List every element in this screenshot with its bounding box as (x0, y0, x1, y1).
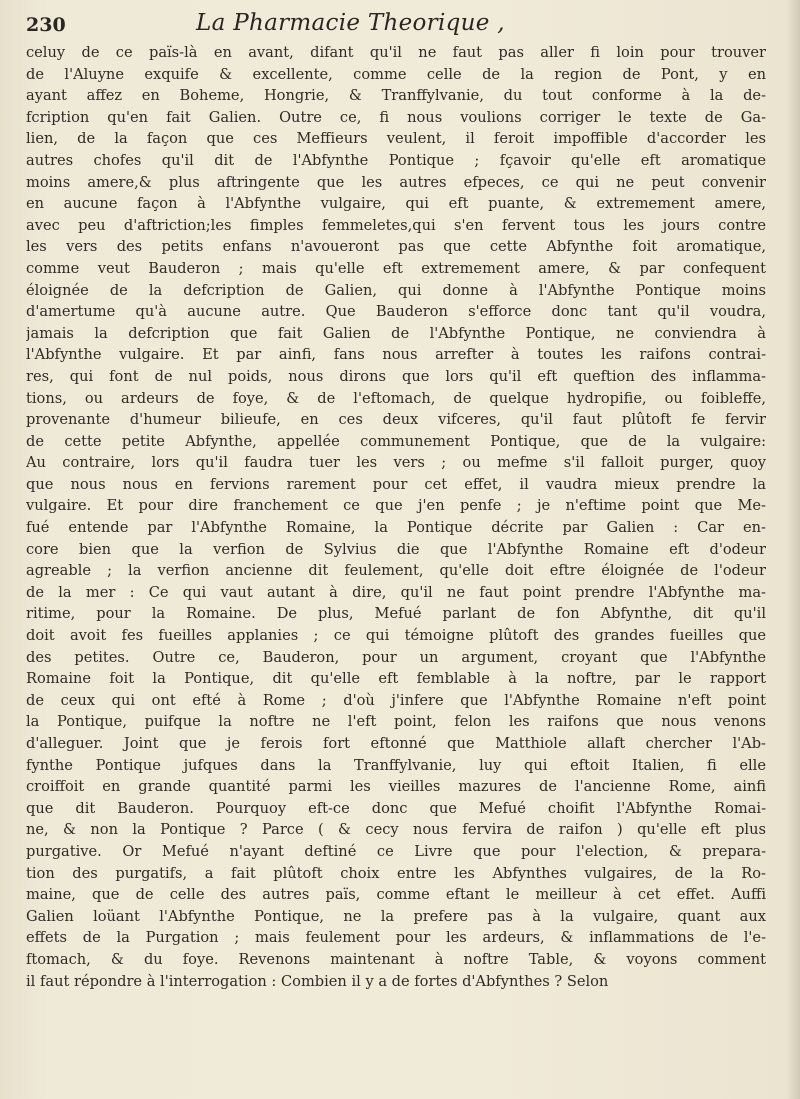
text-line: fynthe Pontique jufques dans la Tranffylvanie, luy qui eftoit Italien, fi elle (26, 756, 766, 774)
text-line: de cette petite Abfynthe, appellée communement Pontique, que de la vulgaire: (26, 432, 766, 450)
page-number: 230 (26, 14, 66, 36)
page-edge-shadow (786, 0, 800, 1099)
text-line: avec peu d'aftriction;les fimples femmeletes,qui s'en fervent tous les jours contre (26, 216, 766, 234)
text-line: vulgaire. Et pour dire franchement ce que j'en penfe ; je n'eftime point que Me- (26, 497, 766, 515)
text-line: jamais la defcription que fait Galien de l'Abfynthe Pontique, ne conviendra à (26, 324, 766, 342)
text-line: ritime, pour la Romaine. De plus, Mefué parlant de fon Abfynthe, dit qu'il (26, 605, 766, 623)
text-line: que nous nous en fervions rarement pour cet effet, il vaudra mieux prendre la (26, 475, 766, 493)
text-line: éloignée de la defcription de Galien, qui donne à l'Abfynthe Pontique moins (26, 281, 766, 299)
text-line: tions, ou ardeurs de foye, & de l'eftomach, de quelque hydropifie, ou foibleffe, (26, 389, 766, 407)
text-line: que dit Bauderon. Pourquoy eft-ce donc que Mefué choifit l'Abfynthe Romai- (26, 799, 766, 817)
text-line: purgative. Or Mefué n'ayant deftiné ce Livre que pour l'election, & prepara- (26, 842, 766, 860)
text-line: moins amere,& plus aftringente que les autres efpeces, ce qui ne peut convenir (26, 173, 766, 191)
text-line: il faut répondre à l'interrogation : Combien il y a de fortes d'Abfynthes ? Selon (26, 972, 609, 990)
text-line: agreable ; la verfion ancienne dit feulement, qu'elle doit eftre éloignée de l'odeur (26, 562, 766, 580)
text-line: Romaine foit la Pontique, dit qu'elle eft femblable à la noftre, par le rapport (26, 670, 766, 688)
text-line: effets de la Purgation ; mais feulement pour les ardeurs, & inflammations de l'e- (26, 929, 766, 947)
text-line: ayant affez en Boheme, Hongrie, & Tranffylvanie, du tout conforme à la de- (26, 87, 766, 105)
text-line: comme veut Bauderon ; mais qu'elle eft extremement amere, & par confequent (26, 259, 766, 277)
text-line: fcription qu'en fait Galien. Outre ce, fi nous voulions corriger le texte de Ga- (26, 108, 766, 126)
text-line: celuy de ce païs-là en avant, difant qu'il ne faut pas aller fi loin pour trouver (26, 44, 766, 61)
text-line: tion des purgatifs, a fait plûtoft choix entre les Abfynthes vulgaires, de la Ro- (26, 864, 766, 882)
running-title: La Pharmacie Theorique , (196, 10, 505, 36)
text-line: lien, de la façon que ces Meffieurs veulent, il feroit impoffible d'accorder les (26, 130, 766, 148)
text-line: maine, que de celle des autres païs, comme eftant le meilleur à cet effet. Auffi (26, 886, 766, 904)
text-line: fué entende par l'Abfynthe Romaine, la Pontique décrite par Galien : Car en- (26, 519, 766, 537)
text-line: provenante d'humeur bilieufe, en ces deux vifceres, qu'il faut plûtoft fe fervir (26, 411, 766, 429)
text-line: ftomach, & du foye. Revenons maintenant à noftre Table, & voyons comment (26, 950, 766, 968)
page-header (26, 8, 766, 38)
text-line: en aucune façon à l'Abfynthe vulgaire, qui eft puante, & extremement amere, (26, 195, 766, 213)
text-line: res, qui font de nul poids, nous dirons que lors qu'il eft queftion des inflamma- (26, 367, 766, 385)
text-line: de ceux qui ont efté à Rome ; d'où j'infere que l'Abfynthe Romaine n'eft point (26, 691, 766, 709)
text-line: Au contraire, lors qu'il faudra tuer les vers ; ou mefme s'il falloit purger, quoy (26, 454, 766, 472)
text-line: d'alleguer. Joint que je ferois fort eftonné que Matthiole allaft chercher l'Ab- (26, 735, 766, 752)
text-line: doit avoit fes fueilles applanies ; ce qui témoigne plûtoft des grandes fueilles que (26, 627, 766, 645)
text-line: autres chofes qu'il dit de l'Abfynthe Pontique ; fçavoir qu'elle eft aromatique (26, 151, 766, 169)
text-line: l'Abfynthe vulgaire. Et par ainfi, fans nous arrefter à toutes les raifons contrai- (26, 346, 766, 364)
text-line: des petites. Outre ce, Bauderon, pour un argument, croyant que l'Abfynthe (26, 648, 766, 666)
text-line: les vers des petits enfans n'avoueront pas que cette Abfynthe foit aromatique, (26, 238, 766, 256)
text-line: ne, & non la Pontique ? Parce ( & cecy nous fervira de raifon ) qu'elle eft plus (26, 821, 766, 839)
text-line: Galien loüant l'Abfynthe Pontique, ne la prefere pas à la vulgaire, quant aux (26, 907, 766, 925)
text-line: la Pontique, puifque la noftre ne l'eft point, felon les raifons que nous venons (26, 713, 766, 731)
body-text (26, 42, 766, 992)
text-line: core bien que la verfion de Sylvius die que l'Abfynthe Romaine eft d'odeur (26, 540, 766, 558)
text-line: d'amertume qu'à aucune autre. Que Bauderon s'efforce donc tant qu'il voudra, (26, 303, 766, 321)
text-line: de la mer : Ce qui vaut autant à dire, qu'il ne faut point prendre l'Abfynthe ma- (26, 583, 766, 601)
text-line: de l'Aluyne exquife & excellente, comme celle de la region de Pont, y en (26, 65, 766, 83)
text-line: croiffoit en grande quantité parmi les vieilles mazures de l'ancienne Rome, ainfi (26, 778, 766, 796)
